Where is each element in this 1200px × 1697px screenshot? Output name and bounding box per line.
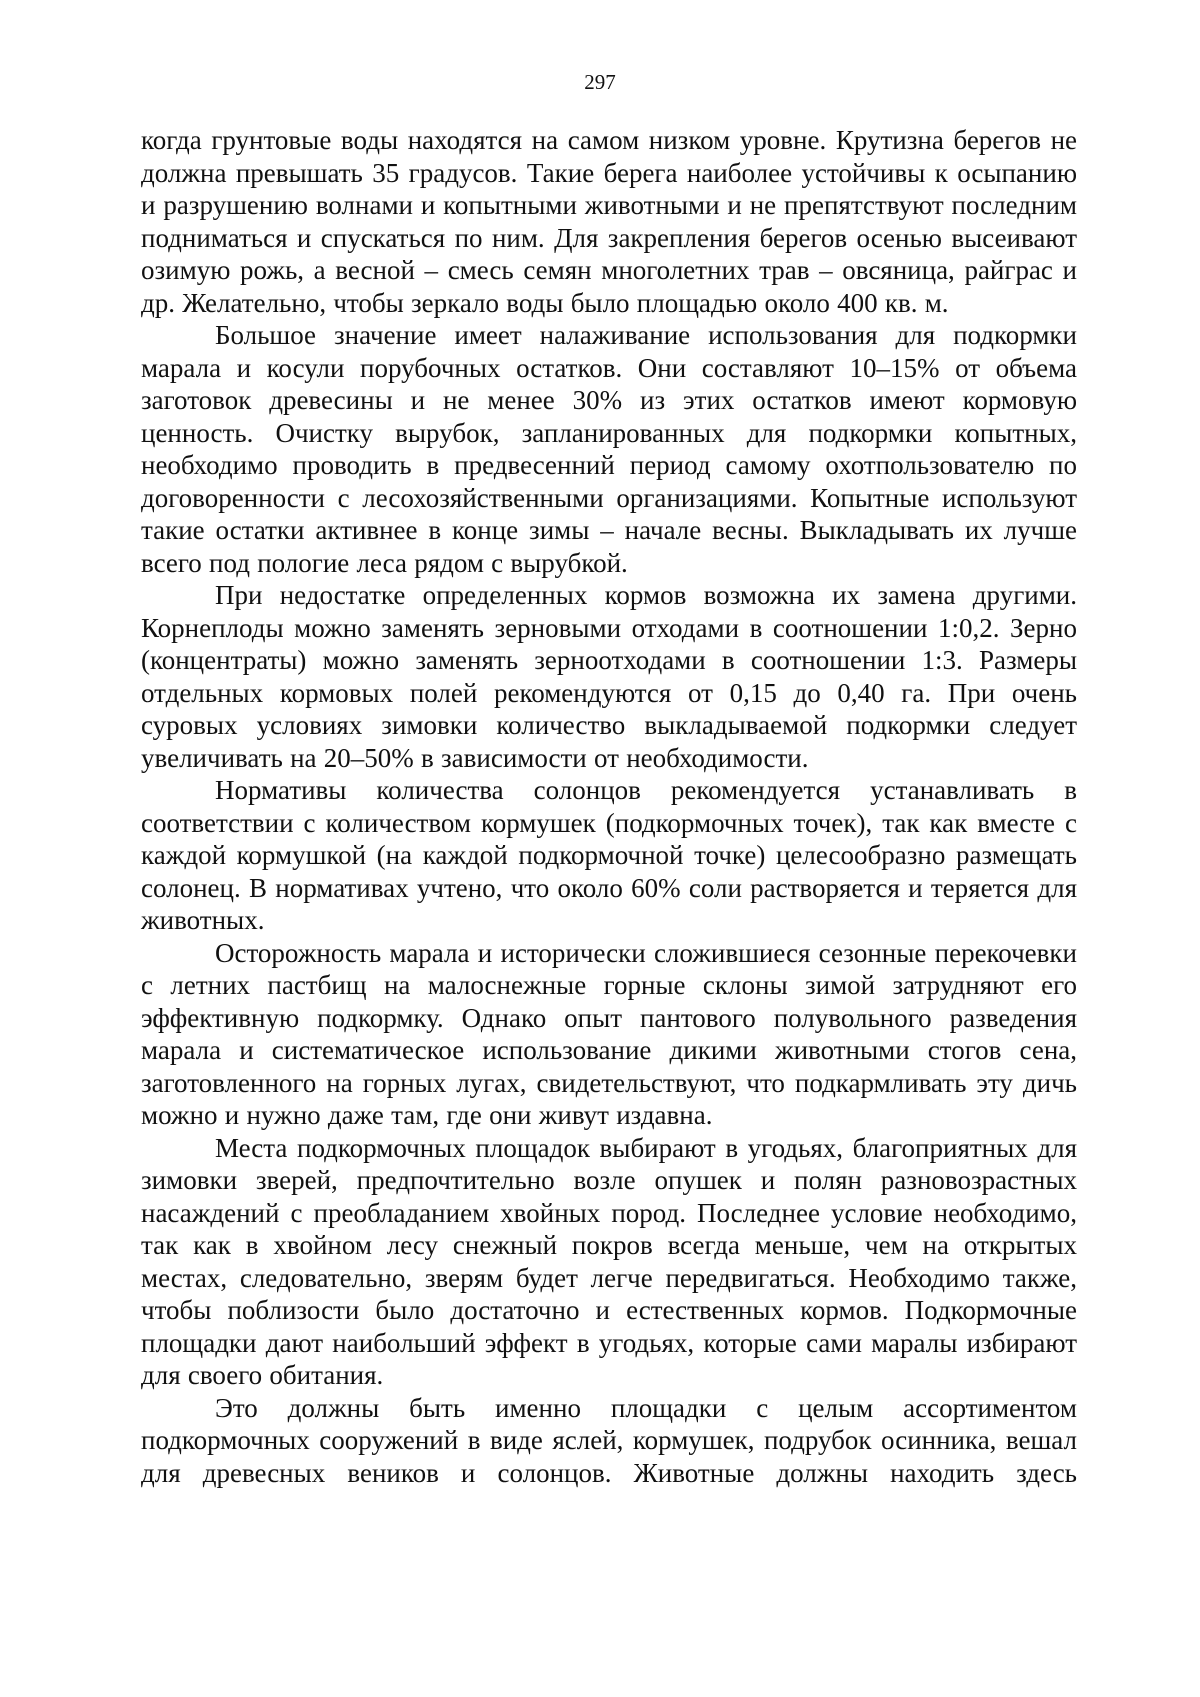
body-text (141, 124, 1077, 1489)
paragraph-feed-substitution: При недостатке определенных кормов возможна их замена другими. Корнеплоды можно заменять зерновыми отходами в соотношении 1:0,2. Зерно (концентраты) можно заменять зерноотходами в соотношении 1:3. Размеры отдельных кормовых полей рекомендуются от 0,15 до 0,40 га. При очень суровых условиях зимовки количество выкладываемой подкормки следует увеличивать на 20–50% в зависимости от необходимости. (141, 580, 1077, 773)
paragraph-continuation: когда грунтовые воды находятся на самом низком уровне. Крутизна берегов не должна превышать 35 градусов. Такие берега наиболее устойчивы к осыпанию и разрушению волнами и копытными животными и не препятствуют последним подниматься и спускаться по ним. Для закрепления берегов осенью высеивают озимую рожь, а весной – смесь семян многолетних трав – овсяница, райграс и др. Желательно, чтобы зеркало воды было площадью около 400 кв. м. (141, 125, 1077, 318)
paragraph-feeding-structures: Это должны быть именно площадки с целым ассортиментом подкормочных сооружений в виде яслей, кормушек, подрубок осинника, вешал для древесных веников и солонцов. Животные должны находить здесь (141, 1392, 1077, 1488)
paragraph-maral-caution: Осторожность марала и исторически сложившиеся сезонные перекочевки с летних пастбищ на малоснежные горные склоны зимой затрудняют его эффективную подкормку. Однако опыт пантового полувольного разведения марала и систематическое использование дикими животными стогов сена, заготовленного на горных лугах, свидетельствуют, что подкармливать эту дичь можно и нужно даже там, где они живут издавна. (141, 937, 1077, 1130)
paragraph-logging-residues: Большое значение имеет налаживание использования для подкормки марала и косули порубочных остатков. Они составляют 10–15% от объема заготовок древесины и не менее 30% из этих остатков имеют кормовую ценность. Очистку вырубок, запланированных для подкормки копытных, необходимо проводить в предвесенний период самому охотпользователю по договоренности с лесохозяйственными организациями. Копытные используют такие остатки активнее в конце зимы – начале весны. Выкладывать их лучше всего под пологие леса рядом с вырубкой. (141, 320, 1077, 578)
page-number: 297 (584, 70, 616, 94)
paragraph-salt-licks: Нормативы количества солонцов рекомендуется устанавливать в соответствии с количеством кормушек (подкормочных точек), так как вместе с каждой кормушкой (на каждой подкормочной точке) целесообразно размещать солонец. В нормативах учтено, что около 60% соли растворяется и теряется для животных. (141, 775, 1077, 935)
paragraph-feeding-sites: Места подкормочных площадок выбирают в угодьях, благоприятных для зимовки зверей, предпочтительно возле опушек и полян разновозрастных насаждений с преобладанием хвойных пород. Последнее условие необходимо, так как в хвойном лесу снежный покров всегда меньше, чем на открытых местах, следовательно, зверям будет легче передвигаться. Необходимо также, чтобы поблизости было достаточно и естественных кормов. Подкормочные площадки дают наибольший эффект в угодьях, которые сами маралы избирают для своего обитания. (141, 1132, 1077, 1390)
